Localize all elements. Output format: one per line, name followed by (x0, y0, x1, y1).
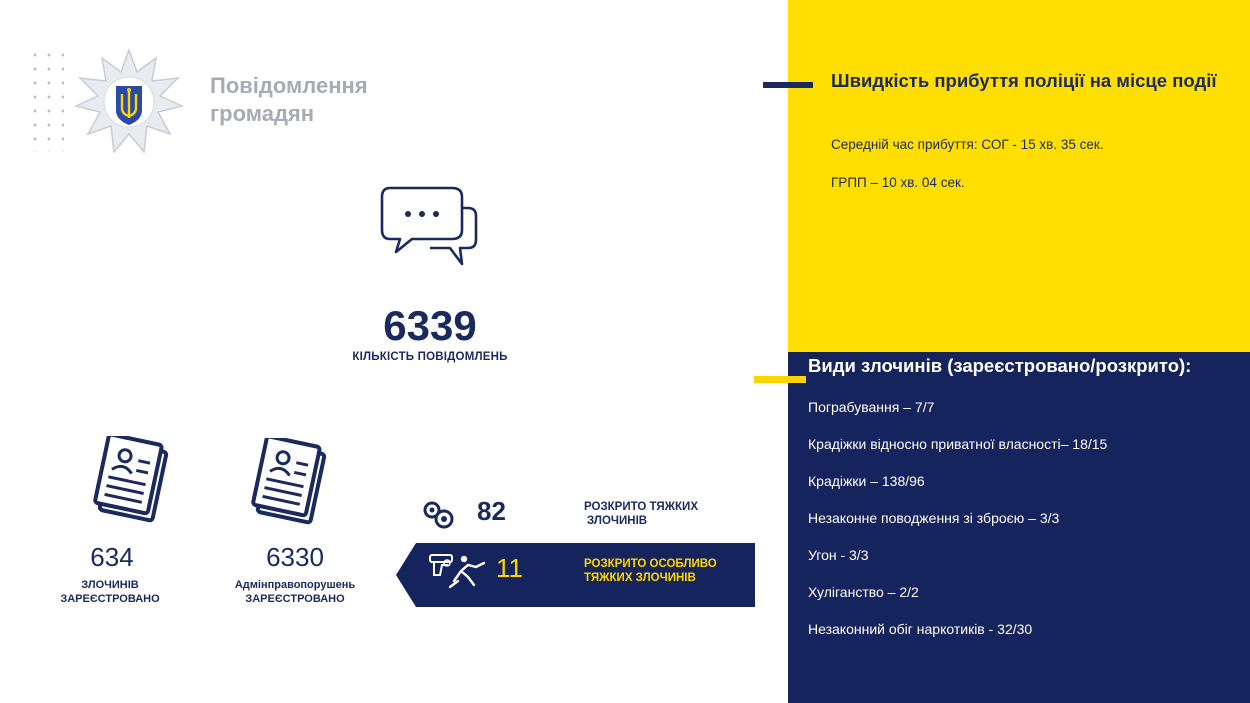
crime-type-item: Незаконний обіг наркотиків - 32/30 (808, 621, 1033, 637)
handcuffs-icon (422, 500, 456, 530)
page-title-line2: громадян (210, 101, 315, 126)
gun-icon (428, 551, 486, 589)
accent-dash (754, 376, 806, 383)
crime-type-item: Крадіжки відносно приватної власності– 18/15 (808, 436, 1108, 452)
grave-solved-caption (584, 500, 724, 528)
arrival-line-sog: Середній час прибуття: СОГ - 15 хв. 35 сек. (831, 137, 1104, 152)
grave-solved-value: 82 (477, 496, 506, 526)
arrival-title: Швидкість прибуття поліції на місце події (831, 70, 1217, 91)
document-icon (92, 436, 174, 526)
crime-type-item: Крадіжки – 138/96 (808, 473, 925, 489)
document-icon (250, 438, 332, 528)
accent-dash (763, 82, 813, 88)
crime-types-title: Види злочинів (зареєстровано/розкрито): (808, 355, 1192, 376)
admin-offenses-value: 6330 (266, 542, 324, 572)
especially-grave-caption (584, 557, 744, 585)
especially-grave-value: 11 (496, 553, 523, 583)
especially-grave-caption-line1: РОЗКРИТО ОСОБЛИВО (584, 558, 717, 570)
arrival-line-grpp: ГРПП – 10 хв. 04 сек. (831, 175, 965, 190)
crimes-registered-caption-line1: ЗЛОЧИНІВ (81, 579, 139, 591)
crime-type-item: Хуліганство – 2/2 (808, 584, 919, 600)
chat-bubbles-icon (380, 186, 480, 270)
police-badge-icon (74, 48, 184, 156)
grave-solved-caption-line2: ЗЛОЧИНІВ (587, 515, 648, 527)
especially-grave-caption-line2: ТЯЖКИХ ЗЛОЧИНІВ (584, 572, 696, 584)
admin-offenses-caption-line1: Адмінправопорушень (234, 579, 356, 591)
crime-type-item: Угон - 3/3 (808, 547, 869, 563)
crime-type-item: Незаконне поводження зі зброєю – 3/3 (808, 510, 1060, 526)
page-title-line1: Повідомлення (210, 73, 368, 98)
crimes-registered-value: 634 (90, 542, 134, 572)
crime-type-item: Пограбування – 7/7 (808, 399, 935, 415)
page-title (210, 72, 368, 128)
grave-solved-caption-line1: РОЗКРИТО ТЯЖКИХ (584, 501, 698, 513)
reports-count: 6339 (383, 302, 477, 349)
decorative-dots (28, 48, 64, 152)
reports-caption: КІЛЬКІСТЬ ПОВІДОМЛЕНЬ (352, 351, 508, 363)
admin-offenses-caption-line2: ЗАРЕЄСТРОВАНО (245, 593, 345, 605)
admin-offenses-caption (220, 578, 370, 606)
crimes-registered-caption (40, 578, 180, 606)
crimes-registered-caption-line2: ЗАРЕЄСТРОВАНО (60, 593, 160, 605)
